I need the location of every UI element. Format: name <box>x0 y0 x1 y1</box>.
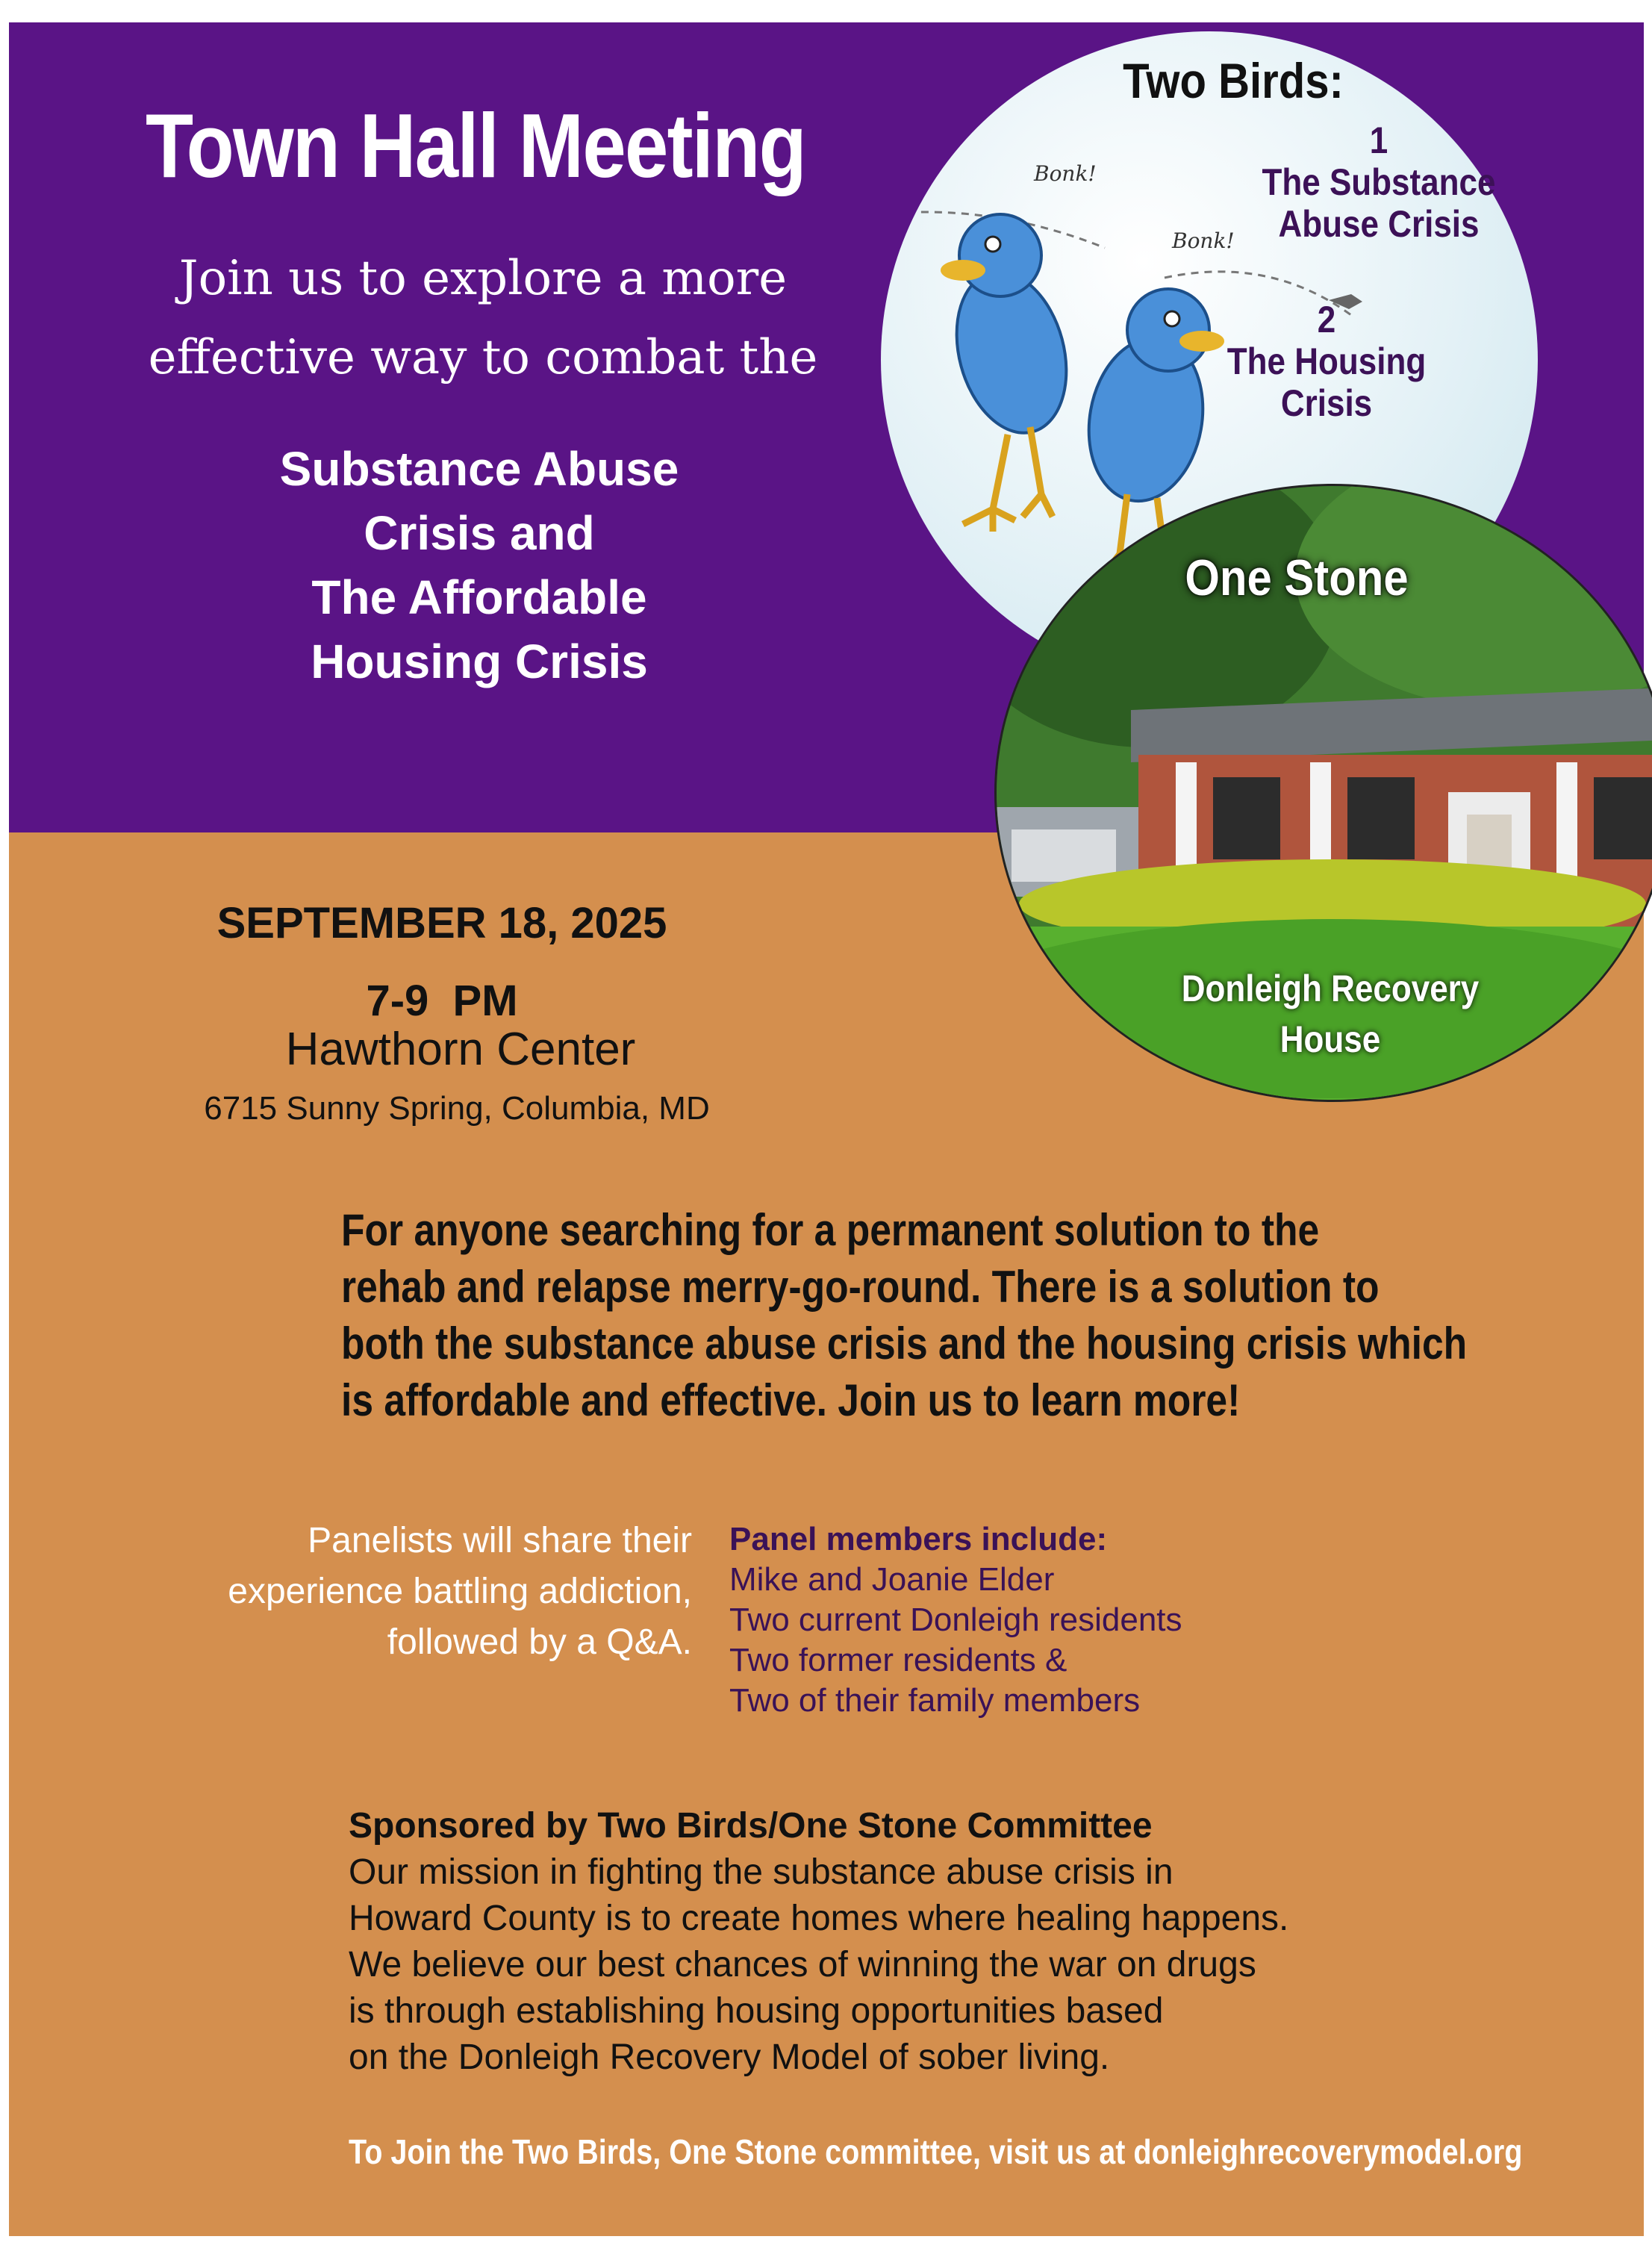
event-venue: Hawthorn Center <box>285 1024 636 1075</box>
panel-intro-line: experience battling addiction, <box>228 1572 692 1611</box>
sponsor-line: Howard County is to create homes where healing happens. <box>349 1899 1289 1938</box>
bird-item-line: The Housing <box>1226 340 1427 382</box>
bonk-text: Bonk! <box>1172 228 1235 253</box>
crisis-line: Substance Abuse <box>279 442 679 496</box>
subtitle <box>54 239 912 397</box>
house-caption-line: House <box>1279 1018 1381 1060</box>
sponsor-line: is through establishing housing opportunities based <box>349 1991 1164 2031</box>
panel-member: Two of their family members <box>729 1682 1141 1719</box>
panel-member: Mike and Joanie Elder <box>729 1561 1055 1598</box>
page-title: Town Hall Meeting <box>146 95 805 196</box>
subtitle-line: Join us to explore a more <box>178 251 788 306</box>
panel-intro <box>84 1516 692 1668</box>
panel-members <box>729 1519 1401 1721</box>
two-birds-title: Two Birds: <box>1123 53 1344 108</box>
bird-item-number: 1 <box>1369 119 1388 161</box>
sponsor-line: on the Donleigh Recovery Model of sober living. <box>349 2037 1110 2077</box>
sponsor-heading: Sponsored by Two Birds/One Stone Committee <box>349 1806 1153 1846</box>
panel-member: Two current Donleigh residents <box>729 1601 1182 1638</box>
description-line: is affordable and effective. Join us to learn more! <box>341 1375 1241 1425</box>
house-caption <box>1140 963 1521 1065</box>
flyer <box>9 22 1644 2236</box>
sponsor-line: Our mission in fighting the substance abuse crisis in <box>349 1852 1173 1892</box>
panel-intro-line: followed by a Q&A. <box>387 1622 692 1662</box>
bird-item-line: Crisis <box>1280 382 1373 424</box>
bird-left <box>940 214 1083 532</box>
description-line: both the substance abuse crisis and the housing crisis which <box>341 1319 1468 1369</box>
bird-item-2 <box>1218 299 1435 424</box>
crisis-line: The Affordable <box>311 570 647 624</box>
panel-intro-line: Panelists will share their <box>308 1521 692 1560</box>
description <box>341 1202 1468 1429</box>
one-stone-title: One Stone <box>1185 550 1409 606</box>
crisis-line: Housing Crisis <box>311 635 648 688</box>
sponsor-line: We believe our best chances of winning the war on drugs <box>349 1945 1256 1984</box>
bonk-text: Bonk! <box>1034 161 1097 186</box>
description-line: rehab and relapse merry-go-round. There is a solution to <box>341 1262 1380 1312</box>
bird-item-line: Abuse Crisis <box>1278 203 1480 245</box>
bird-item-line: The Substance <box>1262 161 1496 203</box>
event-time: 7-9 PM <box>366 977 518 1025</box>
event-address: 6715 Sunny Spring, Columbia, MD <box>204 1090 710 1127</box>
sponsor-section <box>349 1803 1618 2081</box>
crisis-topics <box>106 437 853 694</box>
panel-heading: Panel members include: <box>729 1521 1108 1557</box>
bird-item-number: 2 <box>1317 299 1336 340</box>
footer-join-note: To Join the Two Birds, One Stone committee, visit us at donleighrecoverymodel.org <box>349 2132 1523 2171</box>
bird-item-1 <box>1254 119 1503 245</box>
panel-member: Two former residents & <box>729 1642 1067 1678</box>
subtitle-line: effective way to combat the <box>148 330 818 385</box>
crisis-line: Crisis and <box>364 506 595 560</box>
event-date: SEPTEMBER 18, 2025 <box>216 899 667 947</box>
event-datetime <box>106 885 778 1040</box>
description-line: For anyone searching for a permanent solution to the <box>341 1205 1320 1255</box>
house-caption-line: Donleigh Recovery <box>1181 968 1480 1009</box>
